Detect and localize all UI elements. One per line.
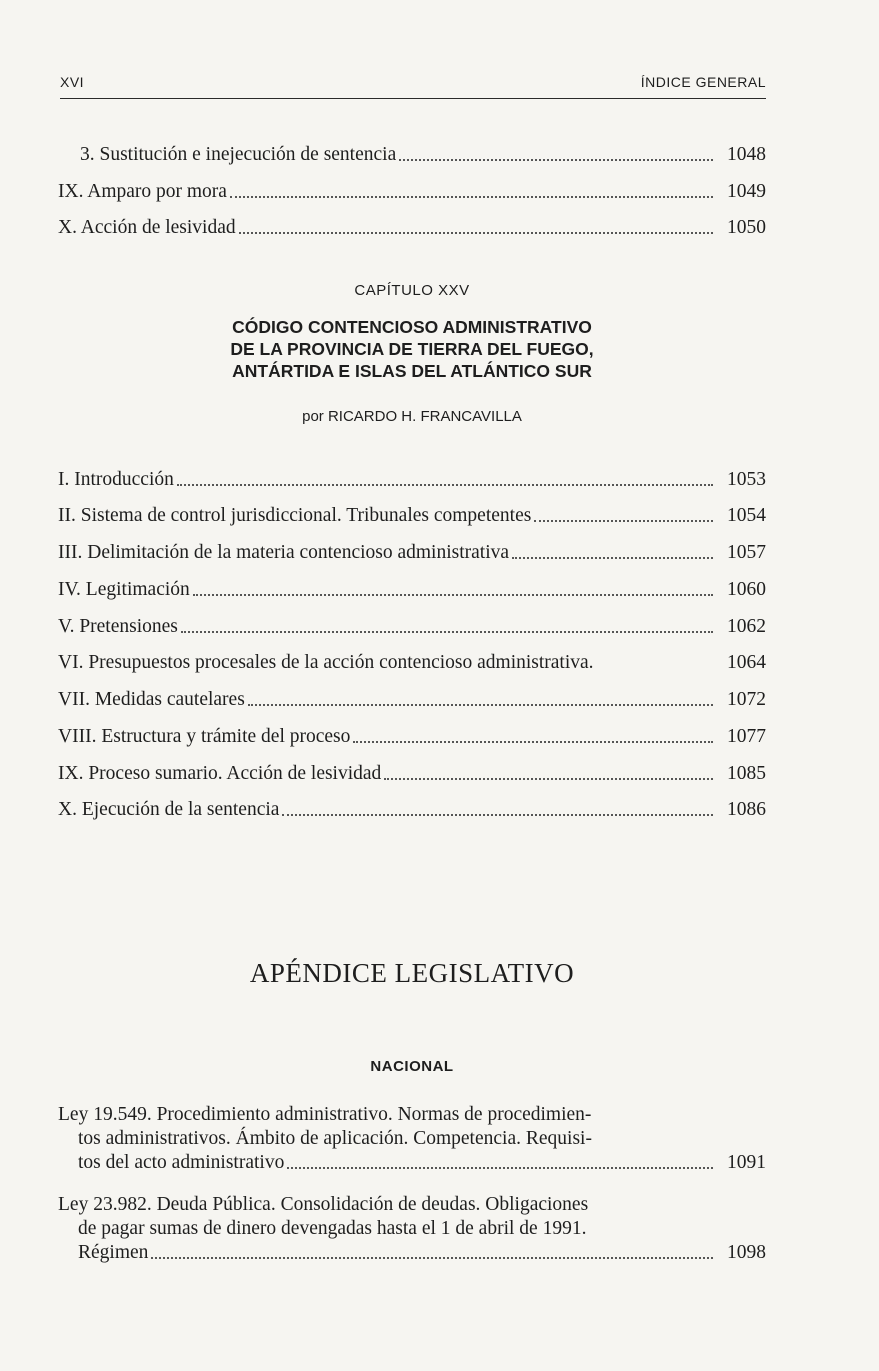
toc-entry: IX. Amparo por mora 1049 [58,181,766,202]
toc-page: 1053 [727,469,766,490]
toc-entry: VI. Presupuestos procesales de la acción contencioso administrativa. 1064 [58,652,766,673]
section-title: NACIONAL [370,1058,454,1075]
toc-page: 1060 [727,579,766,600]
toc-page: 1049 [727,181,766,202]
toc-entry: IX. Proceso sumario. Acción de lesividad 1085 [58,763,766,784]
chapter-author: por RICARDO H. FRANCAVILLA [302,408,522,425]
law-entry: Ley 19.549. Procedimiento administrativo. Normas de procedimien- tos administrativos. Ámbito de aplicación. Competencia. Requisi- tos del acto administrativo 1091 [58,1104,766,1173]
toc-entry: IV. Legitimación 1060 [58,579,766,600]
toc-entry: III. Delimitación de la materia contencioso administrativa 1057 [58,542,766,563]
appendix-title: APÉNDICE LEGISLATIVO [249,958,575,988]
toc-page: 1098 [727,1242,766,1263]
toc-entry: VII. Medidas cautelares 1072 [58,689,766,710]
toc-page: 1064 [727,652,766,673]
toc-entry: 3. Sustitución e inejecución de sentencia 1048 [80,144,766,165]
toc-page: 1077 [727,726,766,747]
toc-entry: X. Acción de lesividad 1050 [58,217,766,238]
toc-page: 1085 [727,763,766,784]
toc-page: 1054 [727,505,766,526]
page-number: XVI [60,74,85,90]
toc-page: 1086 [727,799,766,820]
chapter-title: CÓDIGO CONTENCIOSO ADMINISTRATIVO DE LA PROVINCIA DE TIERRA DEL FUEGO, ANTÁRTIDA E ISLAS DEL ATLÁNTICO SUR [230,317,594,381]
law-entry: Ley 23.982. Deuda Pública. Consolidación de deudas. Obligaciones de pagar sumas de dinero devengadas hasta el 1 de abril de 1991. Régimen 1098 [58,1194,766,1263]
toc-entry: X. Ejecución de la sentencia 1086 [58,799,766,820]
toc-entry: I. Introducción 1053 [58,469,766,490]
toc-page: 1062 [727,616,766,637]
toc-page: 1050 [727,217,766,238]
toc-entry: II. Sistema de control jurisdiccional. Tribunales competentes 1054 [58,505,766,526]
toc-page: 1091 [727,1152,766,1173]
toc-page: 1048 [727,144,766,165]
toc-entry: VIII. Estructura y trámite del proceso 1077 [58,726,766,747]
running-header [60,72,766,99]
toc-page: 1057 [727,542,766,563]
toc-page: 1072 [727,689,766,710]
chapter-label: CAPÍTULO XXV [354,282,470,299]
toc-entry: V. Pretensiones 1062 [58,616,766,637]
running-title: ÍNDICE GENERAL [640,74,766,90]
